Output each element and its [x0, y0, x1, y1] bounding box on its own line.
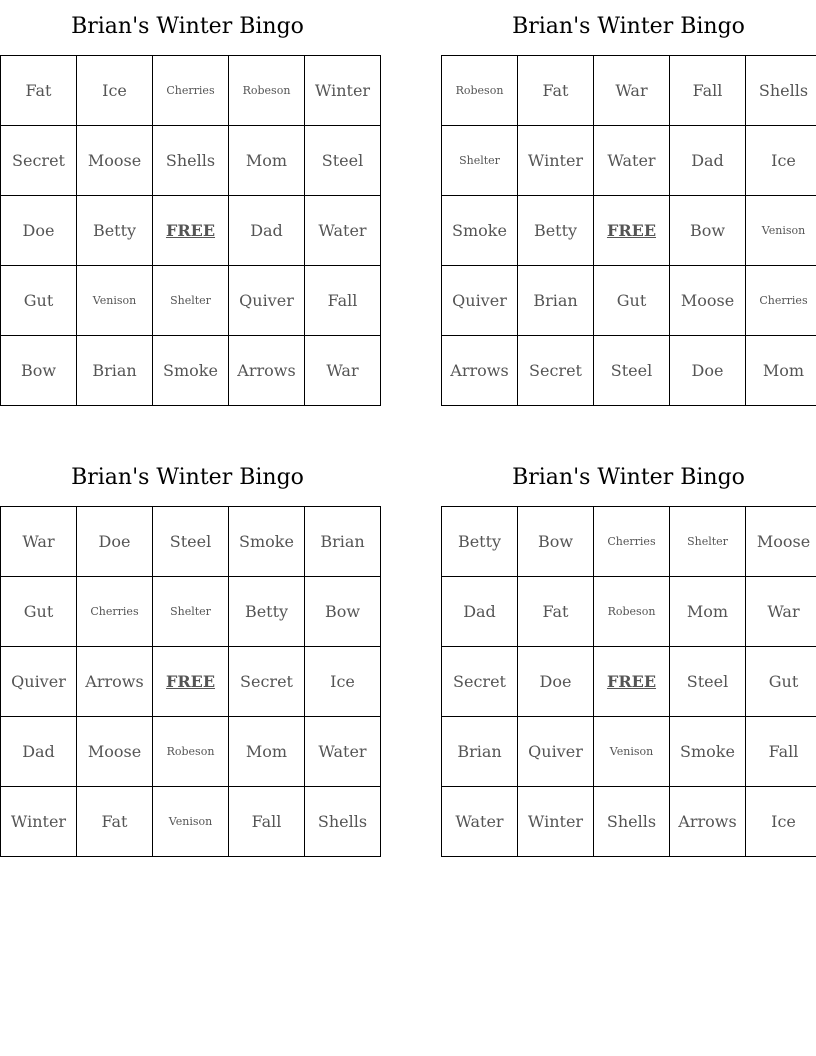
bingo-cell: Steel [305, 126, 381, 196]
bingo-cell: Brian [305, 507, 381, 577]
bingo-cell: War [1, 507, 77, 577]
bingo-cell: Smoke [670, 717, 746, 787]
bingo-cell: Smoke [442, 196, 518, 266]
bingo-cell: Arrows [670, 787, 746, 857]
bingo-cell: Fall [746, 717, 816, 787]
bingo-grid [441, 506, 816, 857]
bingo-cell: Shelter [670, 507, 746, 577]
bingo-cell: Gut [746, 647, 816, 717]
bingo-cell: Secret [442, 647, 518, 717]
bingo-cell: Gut [1, 577, 77, 647]
bingo-row [442, 647, 816, 717]
bingo-row [1, 126, 381, 196]
bingo-cell: Moose [670, 266, 746, 336]
free-space: FREE [594, 647, 670, 717]
bingo-cell: Betty [77, 196, 153, 266]
bingo-cell: Fat [518, 577, 594, 647]
bingo-cell: Shelter [153, 266, 229, 336]
bingo-cell: Ice [746, 126, 816, 196]
free-space: FREE [594, 196, 670, 266]
bingo-cell: Gut [1, 266, 77, 336]
bingo-cell: Mom [229, 717, 305, 787]
bingo-cell: Fat [518, 56, 594, 126]
bingo-cell: Secret [1, 126, 77, 196]
bingo-card-2 [441, 0, 816, 406]
bingo-cell: Dad [442, 577, 518, 647]
bingo-row [1, 266, 381, 336]
bingo-cell: Quiver [442, 266, 518, 336]
bingo-cell: Dad [1, 717, 77, 787]
bingo-cell: Brian [442, 717, 518, 787]
bingo-row [442, 577, 816, 647]
bingo-row [1, 507, 381, 577]
bingo-cell: Robeson [153, 717, 229, 787]
card-title: Brian's Winter Bingo [512, 465, 745, 490]
bingo-row [1, 787, 381, 857]
bingo-cell: Steel [670, 647, 746, 717]
bingo-cell: Moose [77, 126, 153, 196]
bingo-cell: Secret [518, 336, 594, 406]
bingo-cell: War [746, 577, 816, 647]
bingo-cell: Dad [229, 196, 305, 266]
bingo-cell: Robeson [229, 56, 305, 126]
free-space: FREE [153, 647, 229, 717]
bingo-cell: Water [305, 196, 381, 266]
card-title: Brian's Winter Bingo [71, 14, 304, 39]
bingo-cell: Smoke [229, 507, 305, 577]
bingo-cell: Shelter [153, 577, 229, 647]
bingo-row [1, 647, 381, 717]
bingo-cell: Moose [77, 717, 153, 787]
bingo-cell: Arrows [442, 336, 518, 406]
bingo-row [1, 196, 381, 266]
bingo-cell: Arrows [229, 336, 305, 406]
bingo-cell: War [594, 56, 670, 126]
bingo-cell: Fat [77, 787, 153, 857]
card-title: Brian's Winter Bingo [512, 14, 745, 39]
bingo-cell: Quiver [518, 717, 594, 787]
bingo-cell: Betty [442, 507, 518, 577]
bingo-row [442, 266, 816, 336]
bingo-grid [0, 55, 381, 406]
bingo-row [1, 717, 381, 787]
bingo-cell: Robeson [442, 56, 518, 126]
bingo-row [442, 717, 816, 787]
bingo-cell: Ice [305, 647, 381, 717]
bingo-cell: Shells [153, 126, 229, 196]
bingo-cell: Mom [229, 126, 305, 196]
bingo-card-4 [441, 451, 816, 857]
bingo-cell: Venison [77, 266, 153, 336]
bingo-card-3 [0, 451, 375, 857]
bingo-row [442, 336, 816, 406]
bingo-cell: Steel [594, 336, 670, 406]
bingo-cell: Steel [153, 507, 229, 577]
bingo-cell: Shelter [442, 126, 518, 196]
bingo-cell: Bow [1, 336, 77, 406]
bingo-cell: Cherries [594, 507, 670, 577]
bingo-cell: Water [305, 717, 381, 787]
bingo-row [1, 336, 381, 406]
bingo-cell: Venison [153, 787, 229, 857]
bingo-cell: Smoke [153, 336, 229, 406]
bingo-cell: Fat [1, 56, 77, 126]
bingo-cell: Cherries [746, 266, 816, 336]
bingo-row [1, 577, 381, 647]
bingo-cell: Ice [746, 787, 816, 857]
bingo-row [442, 56, 816, 126]
bingo-cell: Fall [670, 56, 746, 126]
bingo-row [442, 507, 816, 577]
bingo-cell: Moose [746, 507, 816, 577]
bingo-cell: Brian [77, 336, 153, 406]
card-title: Brian's Winter Bingo [71, 465, 304, 490]
bingo-cell: Dad [670, 126, 746, 196]
bingo-cell: Doe [1, 196, 77, 266]
bingo-cell: Winter [518, 126, 594, 196]
bingo-cell: Fall [229, 787, 305, 857]
bingo-cell: Venison [746, 196, 816, 266]
bingo-cell: Arrows [77, 647, 153, 717]
bingo-cell: Betty [229, 577, 305, 647]
bingo-cell: Ice [77, 56, 153, 126]
bingo-card-1 [0, 0, 375, 406]
bingo-cell: Bow [670, 196, 746, 266]
bingo-cell: Shells [746, 56, 816, 126]
bingo-cell: Winter [305, 56, 381, 126]
bingo-grid [0, 506, 381, 857]
bingo-cell: Winter [1, 787, 77, 857]
bingo-row [442, 787, 816, 857]
bingo-cell: Doe [670, 336, 746, 406]
bingo-cell: Bow [305, 577, 381, 647]
bingo-cell: Water [594, 126, 670, 196]
bingo-row [1, 56, 381, 126]
bingo-cell: Doe [77, 507, 153, 577]
bingo-cell: Cherries [153, 56, 229, 126]
bingo-cell: Bow [518, 507, 594, 577]
bingo-cell: Robeson [594, 577, 670, 647]
bingo-cell: Shells [305, 787, 381, 857]
bingo-cell: Brian [518, 266, 594, 336]
bingo-cell: Secret [229, 647, 305, 717]
bingo-row [442, 196, 816, 266]
bingo-cell: Doe [518, 647, 594, 717]
bingo-cell: Quiver [1, 647, 77, 717]
bingo-cell: Mom [670, 577, 746, 647]
bingo-cell: Betty [518, 196, 594, 266]
bingo-cell: Mom [746, 336, 816, 406]
bingo-grid [441, 55, 816, 406]
bingo-cell: Cherries [77, 577, 153, 647]
bingo-cell: Quiver [229, 266, 305, 336]
bingo-cell: Fall [305, 266, 381, 336]
bingo-cell: Winter [518, 787, 594, 857]
bingo-cell: Water [442, 787, 518, 857]
bingo-cell: Shells [594, 787, 670, 857]
bingo-cell: War [305, 336, 381, 406]
bingo-row [442, 126, 816, 196]
bingo-cell: Gut [594, 266, 670, 336]
free-space: FREE [153, 196, 229, 266]
bingo-cell: Venison [594, 717, 670, 787]
